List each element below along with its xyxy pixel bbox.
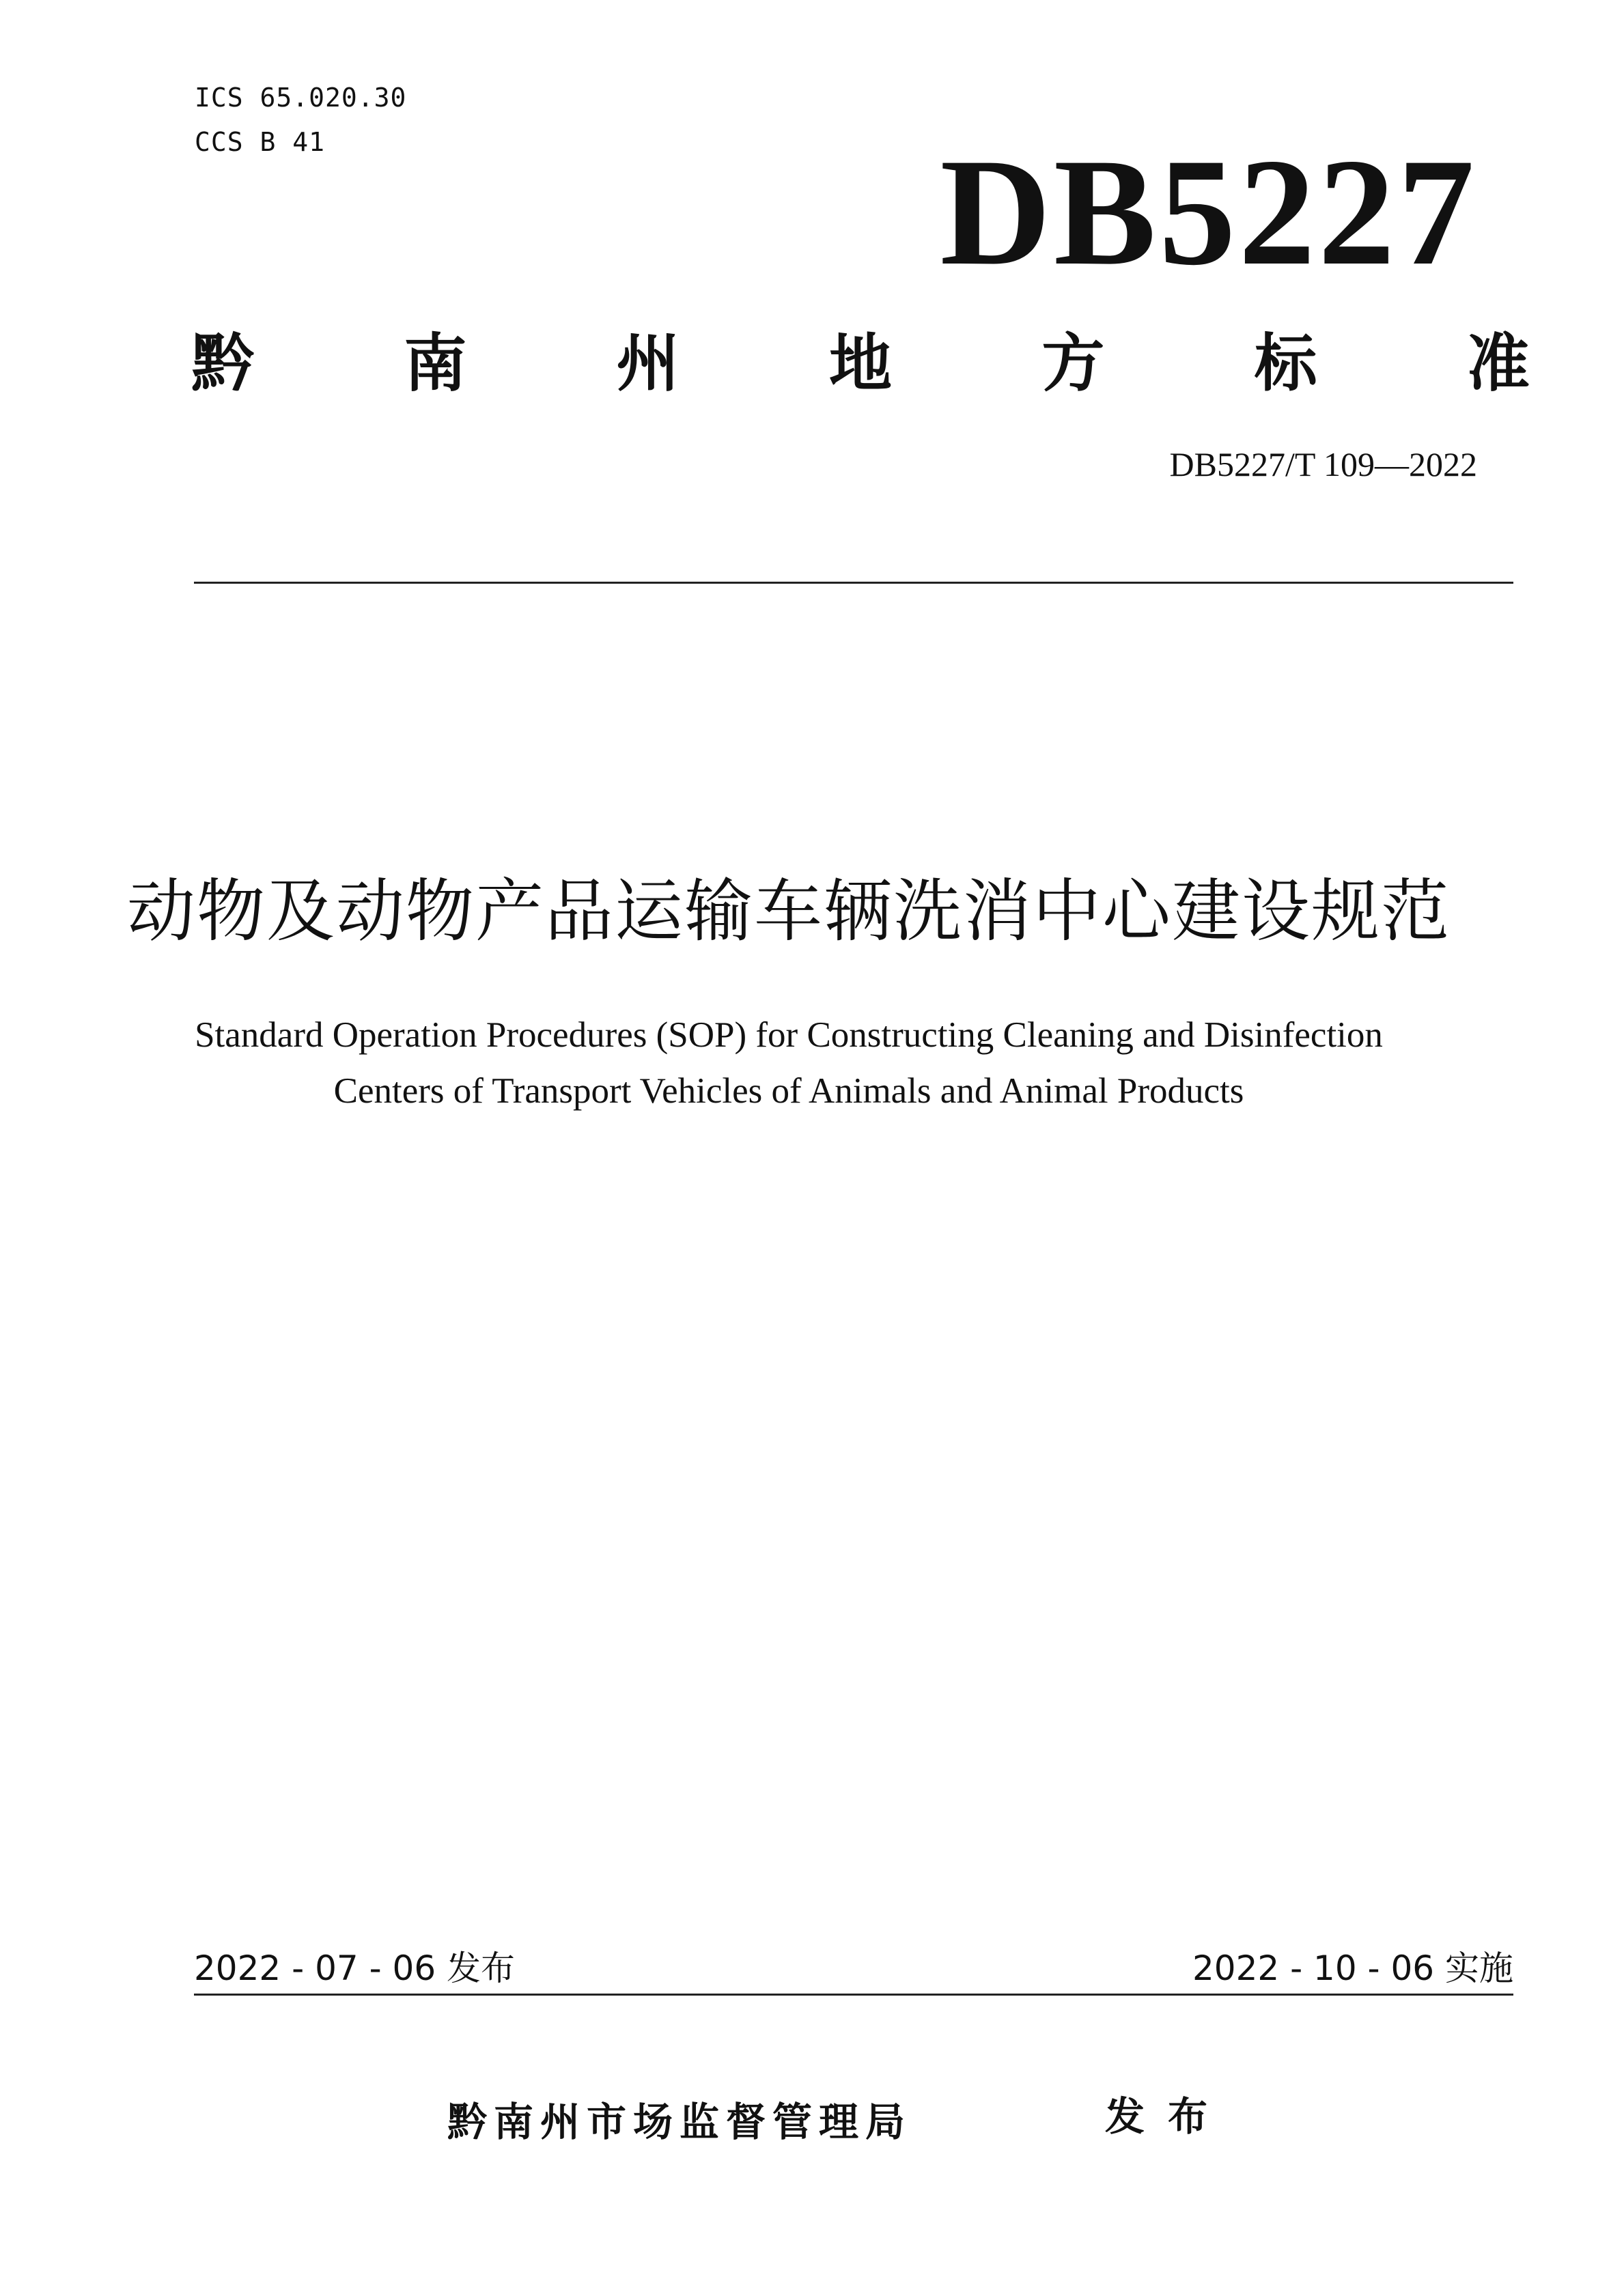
standard-type-char: 州	[616, 327, 680, 400]
standard-type-char: 南	[404, 327, 467, 400]
standard-type-char: 地	[828, 327, 892, 400]
title-english-line: Standard Operation Procedures (SOP) for Constructing Cleaning and Disinfection	[195, 1015, 1383, 1055]
standard-type-char: 方	[1041, 327, 1105, 400]
standard-number: DB5227/T 109—2022	[1169, 445, 1477, 483]
title-chinese: 动物及动物产品运输车辆洗消中心建设规范	[127, 871, 1451, 951]
issuing-authority: 黔南州市场监督管理局	[447, 2099, 912, 2145]
standard-type-char: 准	[1466, 327, 1530, 400]
issue-action: 发布	[1105, 2093, 1231, 2140]
standard-type-char: 标	[1254, 327, 1317, 400]
standard-code-logo: DB5227	[940, 126, 1477, 297]
footer-divider	[194, 1994, 1513, 1996]
issue-date: 2022 - 07 - 06 发布	[194, 1948, 516, 1988]
standard-type-char: 黔	[191, 327, 255, 400]
ccs-code: CCS B 41	[195, 127, 326, 157]
title-english	[0, 1007, 1578, 1119]
header-divider	[194, 582, 1513, 584]
ics-code: ICS 65.020.30	[195, 83, 407, 113]
standard-type-heading	[191, 314, 1530, 403]
effective-date: 2022 - 10 - 06 实施	[1192, 1948, 1513, 1988]
title-english-line: Centers of Transport Vehicles of Animals and Animal Products	[333, 1071, 1244, 1111]
